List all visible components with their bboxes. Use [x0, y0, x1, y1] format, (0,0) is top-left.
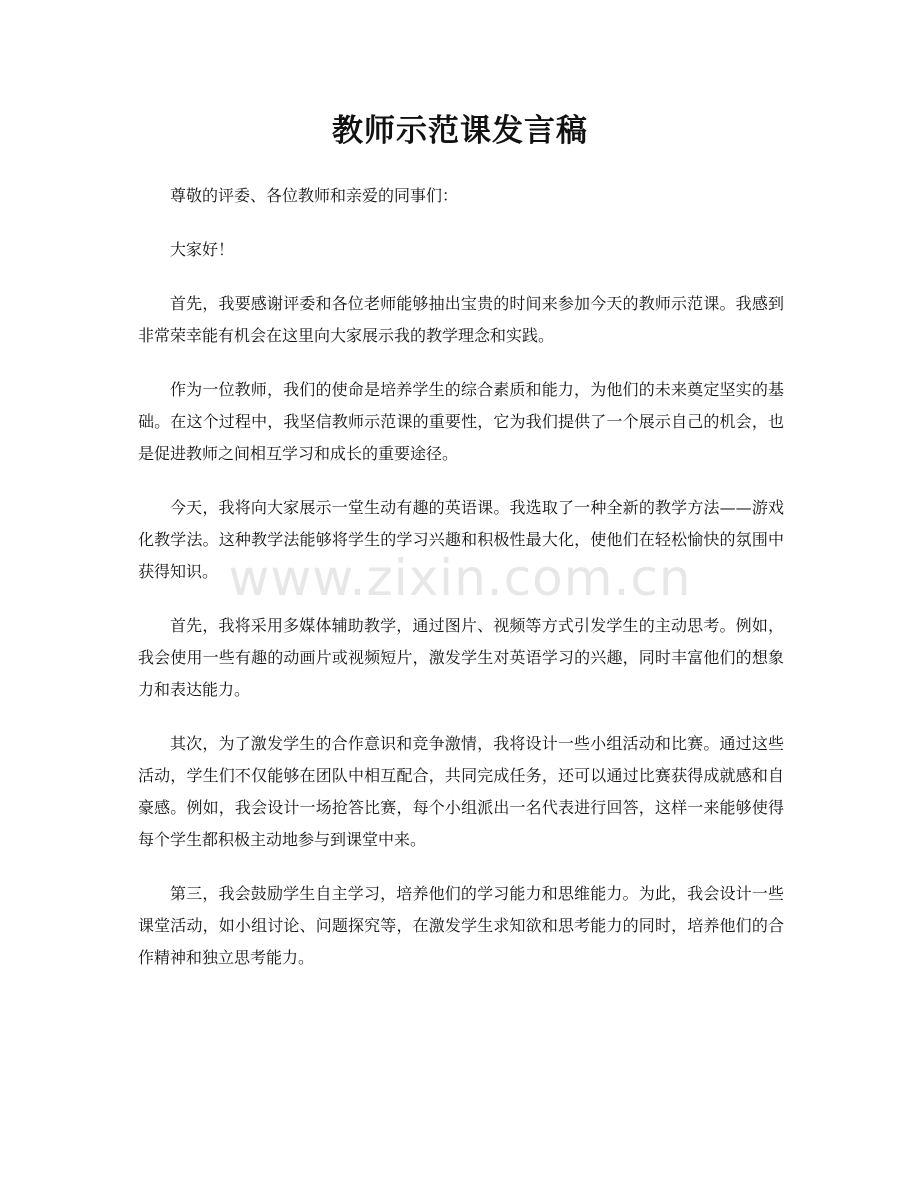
paragraph-english-class: 今天，我将向大家展示一堂生动有趣的英语课。我选取了一种全新的教学方法——游戏化教学法。这种教学法能够将学生的学习兴趣和积极性最大化，使他们在轻松愉快的氛围中获得知识。 — [138, 498, 784, 581]
paragraph-greeting: 大家好！ — [170, 240, 235, 259]
paragraph-mission: 作为一位教师，我们的使命是培养学生的综合素质和能力，为他们的未来奠定坚实的基础。在这个过程中，我坚信教师示范课的重要性，它为我们提供了一个展示自己的机会，也是促进教师之间相互学习和成长的重要途径。 — [138, 380, 784, 463]
paragraph-salutation: 尊敬的评委、各位教师和亲爱的同事们： — [170, 186, 459, 205]
paragraph-group-activities: 其次，为了激发学生的合作意识和竞争激情，我将设计一些小组活动和比赛。通过这些活动，学生们不仅能够在团队中相互配合，共同完成任务，还可以通过比赛获得成就感和自豪感。例如，我会设计一场抢答比赛，每个小组派出一名代表进行回答，这样一来能够使得每个学生都积极主动地参与到课堂中来。 — [138, 734, 784, 849]
document-title: 教师示范课发言稿 — [332, 113, 588, 149]
paragraph-multimedia: 首先，我将采用多媒体辅助教学，通过图片、视频等方式引发学生的主动思考。例如，我会使用一些有趣的动画片或视频短片，激发学生对英语学习的兴趣，同时丰富他们的想象力和表达能力。 — [138, 616, 784, 699]
paragraph-self-learning: 第三，我会鼓励学生自主学习，培养他们的学习能力和思维能力。为此，我会设计一些课堂活动，如小组讨论、问题探究等，在激发学生求知欲和思考能力的同时，培养他们的合作精神和独立思考能力。 — [138, 884, 784, 967]
document-body — [138, 180, 784, 996]
paragraph-thanks: 首先，我要感谢评委和各位老师能够抽出宝贵的时间来参加今天的教师示范课。我感到非常荣幸能有机会在这里向大家展示我的教学理念和实践。 — [138, 294, 784, 345]
watermark: www.zixin.com.cn — [228, 549, 692, 607]
